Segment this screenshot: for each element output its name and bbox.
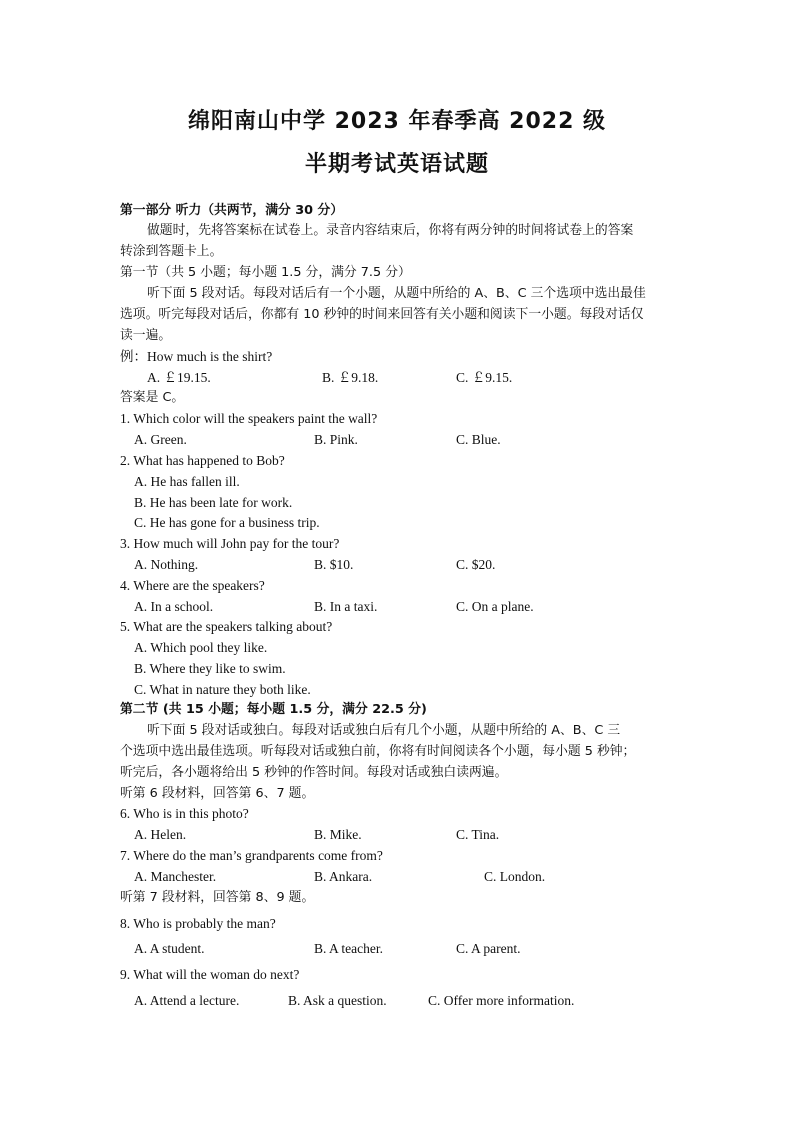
q8-option-a: A. A student.: [134, 941, 205, 956]
question-5: 5. What are the speakers talking about?: [120, 619, 333, 634]
section2-heading: 第二节 (共 15 小题；每小题 1.5 分，满分 22.5 分): [120, 702, 427, 717]
q2-option-a: A. He has fallen ill.: [134, 474, 240, 489]
example-question: 例：How much is the shirt?: [120, 349, 273, 364]
section1-instructions-line1: 听下面 5 段对话。每段对话后有一个小题，从题中所给的 A、B、C 三个选项中选出最佳: [147, 286, 646, 301]
section2-instructions-line3: 听完后，各小题将给出 5 秒钟的作答时间。每段对话或独白读两遍。: [120, 765, 508, 780]
question-2: 2. What has happened to Bob?: [120, 453, 285, 468]
question-8: 8. Who is probably the man?: [120, 916, 276, 931]
exam-title-line2: 半期考试英语试题: [304, 152, 489, 177]
section1-instructions-line2: 选项。听完每段对话后，你都有 10 秒钟的时间来回答有关小题和阅读下一小题。每段对话仅: [120, 307, 644, 322]
q5-option-b: B. Where they like to swim.: [134, 661, 286, 676]
example-option-a: A. ￡19.15.: [147, 370, 211, 385]
q1-option-b: B. Pink.: [314, 432, 358, 447]
example-option-b: B. ￡9.18.: [322, 370, 379, 385]
question-1: 1. Which color will the speakers paint the wall?: [120, 411, 378, 426]
q5-option-a: A. Which pool they like.: [134, 640, 268, 655]
q6-option-a: A. Helen.: [134, 827, 187, 842]
part1-heading: 第一部分 听力（共两节，满分 30 分）: [120, 203, 344, 218]
section1-heading: 第一节（共 5 小题；每小题 1.5 分，满分 7.5 分）: [120, 265, 411, 280]
section2-instructions-line1: 听下面 5 段对话或独白。每段对话或独白后有几个小题，从题中所给的 A、B、C 三: [147, 723, 621, 738]
q3-option-a: A. Nothing.: [134, 557, 199, 572]
q4-option-c: C. On a plane.: [456, 599, 534, 614]
question-9: 9. What will the woman do next?: [120, 967, 300, 982]
question-7: 7. Where do the man’s grandparents come from?: [120, 848, 383, 863]
q4-option-b: B. In a taxi.: [314, 599, 378, 614]
q1-option-c: C. Blue.: [456, 432, 501, 447]
q9-option-a: A. Attend a lecture.: [134, 993, 240, 1008]
q9-option-c: C. Offer more information.: [428, 993, 575, 1008]
exam-title-line1: 绵阳南山中学 2023 年春季高 2022 级: [187, 109, 607, 134]
q7-option-c: C. London.: [484, 869, 546, 884]
question-4: 4. Where are the speakers?: [120, 578, 265, 593]
q5-option-c: C. What in nature they both like.: [134, 682, 311, 697]
q6-option-b: B. Mike.: [314, 827, 362, 842]
q3-option-c: C. $20.: [456, 557, 496, 572]
example-option-c: C. ￡9.15.: [456, 370, 513, 385]
material-7-instruction: 听第 7 段材料，回答第 8、9 题。: [120, 890, 315, 905]
q7-option-b: B. Ankara.: [314, 869, 373, 884]
q3-option-b: B. $10.: [314, 557, 354, 572]
example-answer: 答案是 C。: [120, 390, 185, 405]
q8-option-c: C. A parent.: [456, 941, 521, 956]
question-6: 6. Who is in this photo?: [120, 806, 249, 821]
q8-option-b: B. A teacher.: [314, 941, 383, 956]
q4-option-a: A. In a school.: [134, 599, 214, 614]
part1-intro-line2: 转涂到答题卡上。: [120, 244, 223, 259]
question-3: 3. How much will John pay for the tour?: [120, 536, 340, 551]
material-6-instruction: 听第 6 段材料，回答第 6、7 题。: [120, 786, 315, 801]
section2-instructions-line2: 个选项中选出最佳选项。听每段对话或独白前，你将有时间阅读各个小题，每小题 5 秒钟；: [120, 744, 636, 759]
q9-option-b: B. Ask a question.: [288, 993, 387, 1008]
section1-instructions-line3: 读一遍。: [120, 328, 172, 343]
part1-intro-line1: 做题时，先将答案标在试卷上。录音内容结束后，你将有两分钟的时间将试卷上的答案: [147, 223, 634, 238]
q2-option-c: C. He has gone for a business trip.: [134, 515, 320, 530]
q1-option-a: A. Green.: [134, 432, 187, 447]
q6-option-c: C. Tina.: [456, 827, 500, 842]
q2-option-b: B. He has been late for work.: [134, 495, 293, 510]
q7-option-a: A. Manchester.: [134, 869, 217, 884]
